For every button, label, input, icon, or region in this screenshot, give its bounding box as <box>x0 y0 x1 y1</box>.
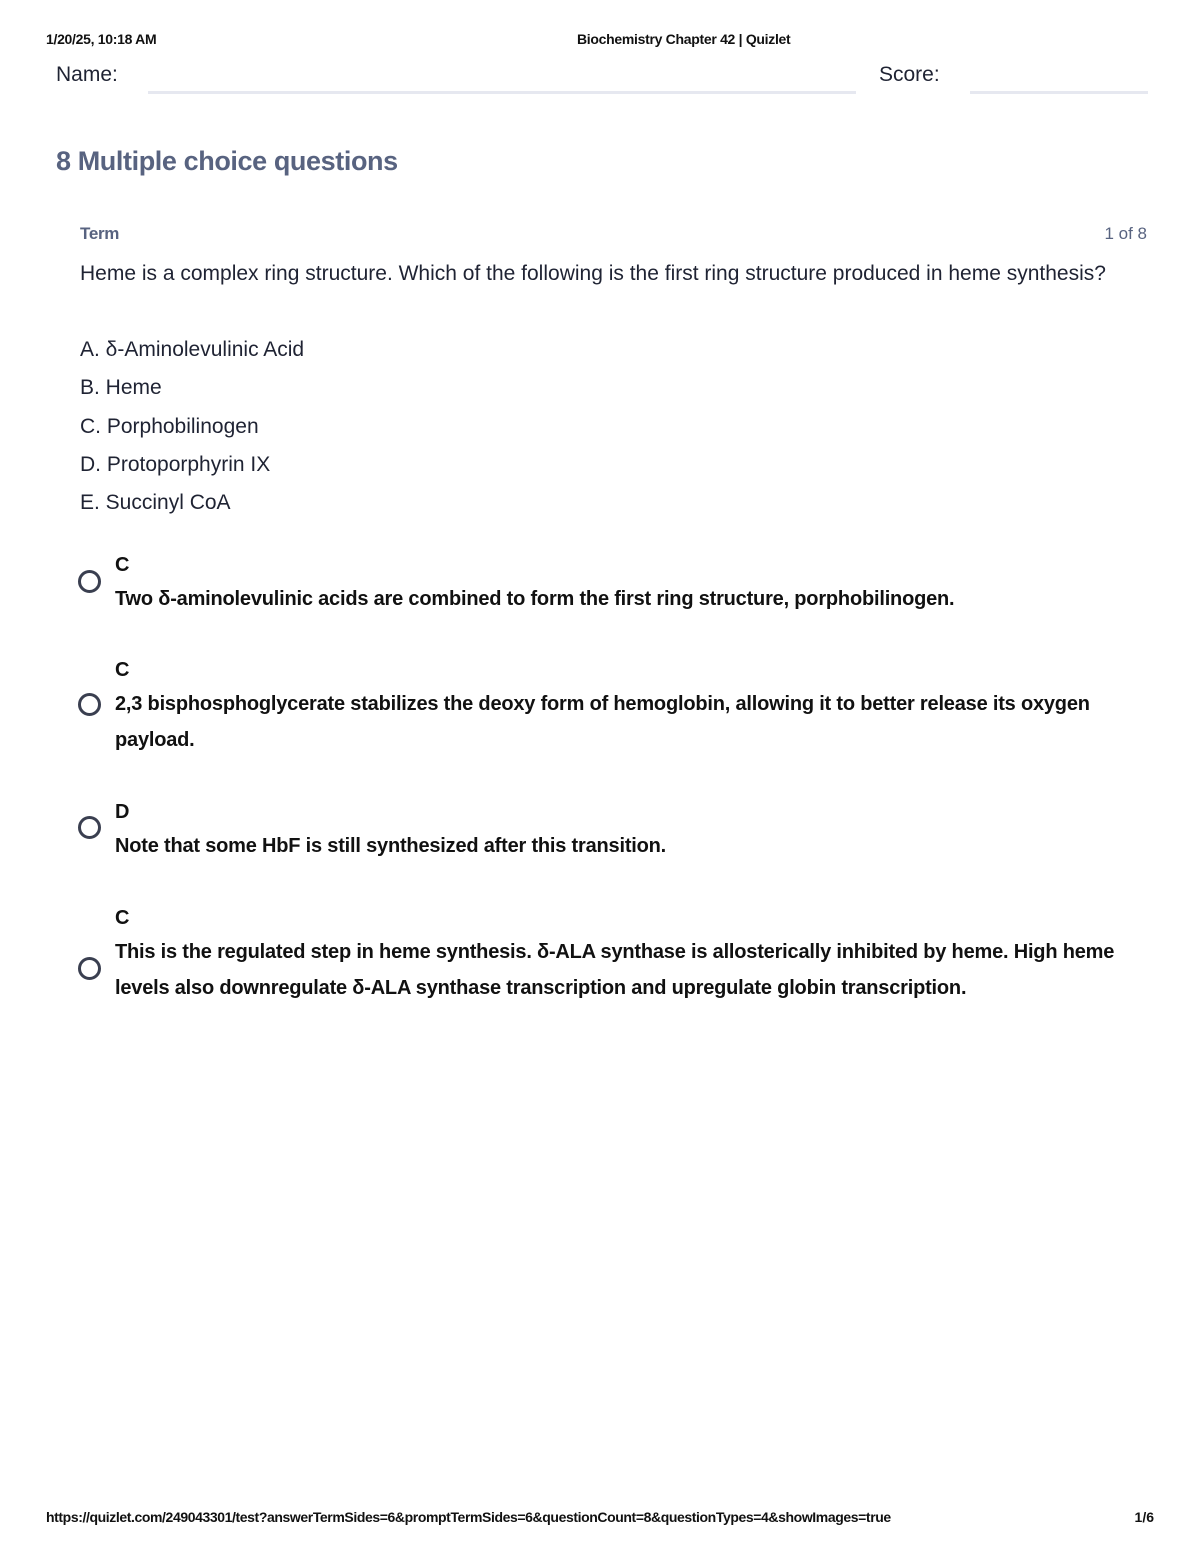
radio-button[interactable] <box>78 693 101 716</box>
choice-body <box>115 653 1125 758</box>
question-option: C. Porphobilinogen <box>80 414 259 438</box>
choice-explanation: This is the regulated step in heme synthesis. δ-ALA synthase is allosterically inhibited by heme. High heme levels also downregulate δ-ALA synthase transcription and upregulate globin transcription. <box>115 941 1115 999</box>
question-options <box>80 331 304 522</box>
print-date: 1/20/25, 10:18 AM <box>46 31 157 47</box>
question-text: Heme is a complex ring structure. Which of the following is the first ring structure produced in heme synthesis? <box>80 262 1106 285</box>
question-progress: 1 of 8 <box>1104 224 1147 243</box>
print-footer-page-number: 1/6 <box>1134 1509 1154 1525</box>
choice-body <box>115 795 1125 865</box>
choice-letter: C <box>115 659 130 681</box>
section-title: 8 Multiple choice questions <box>56 146 398 176</box>
choice-body <box>115 901 1125 1006</box>
term-label: Term <box>80 224 120 243</box>
choice-letter: D <box>115 801 130 823</box>
radio-button[interactable] <box>78 816 101 839</box>
choice-body <box>115 548 1125 618</box>
choice-explanation: Note that some HbF is still synthesized after this transition. <box>115 835 667 857</box>
radio-button[interactable] <box>78 957 101 980</box>
name-label: Name: <box>56 63 118 86</box>
question-option: B. Heme <box>80 376 162 400</box>
question-option: E. Succinyl CoA <box>80 491 231 515</box>
question-option: D. Protoporphyrin IX <box>80 452 271 476</box>
choice-letter: C <box>115 554 130 576</box>
question-option: A. δ-Aminolevulinic Acid <box>80 338 305 361</box>
score-label: Score: <box>879 63 940 86</box>
choice-explanation: Two δ-aminolevulinic acids are combined to form the first ring structure, porphobilinogen. <box>115 588 955 610</box>
radio-button[interactable] <box>78 570 101 593</box>
print-page-title: Biochemistry Chapter 42 | Quizlet <box>577 31 791 47</box>
name-field-line <box>148 91 856 94</box>
choice-letter: C <box>115 907 130 929</box>
score-field-line <box>970 91 1148 94</box>
choice-explanation: 2,3 bisphosphoglycerate stabilizes the deoxy form of hemoglobin, allowing it to better release its oxygen payload. <box>115 693 1090 751</box>
print-footer-url: https://quizlet.com/249043301/test?answerTermSides=6&promptTermSides=6&questionCount=8&questionTypes=4&showImages=true <box>46 1509 891 1525</box>
